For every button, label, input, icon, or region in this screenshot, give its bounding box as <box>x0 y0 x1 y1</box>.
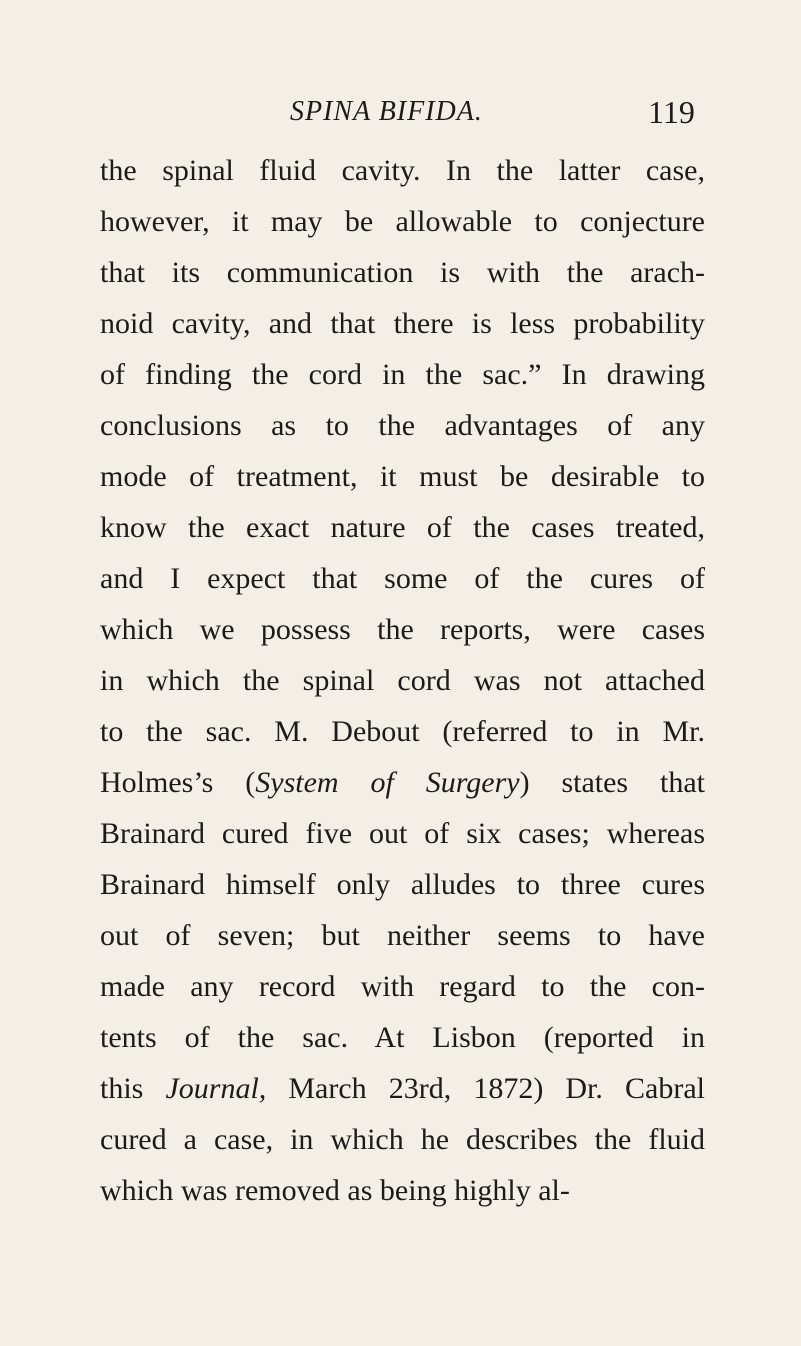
open-paren: ( <box>245 766 256 799</box>
journal-title-italic: Journal, <box>165 1072 267 1105</box>
text-line: which was removed as being highly al- <box>100 1174 570 1207</box>
text-line: out of seven; but neither seems to have <box>100 919 705 952</box>
text-line <box>100 1063 705 1114</box>
text-segment: System of Surgery <box>255 766 520 799</box>
text-line: Brainard himself only alludes to three cures <box>100 868 705 901</box>
text-line: which we possess the reports, were cases <box>100 613 705 646</box>
body-paragraph <box>100 145 705 1216</box>
book-title-italic <box>255 766 519 799</box>
text-line: know the exact nature of the cases treated, <box>100 511 705 544</box>
text-line: Brainard cured five out of six cases; whereas <box>100 817 705 850</box>
running-title: SPINA BIFIDA. <box>290 96 483 127</box>
text-line: the spinal fluid cavity. In the latter case, <box>100 154 705 187</box>
text-segment: Holmes’s <box>100 766 246 799</box>
text-segment: this <box>100 1072 166 1105</box>
text-line: tents of the sac. At Lisbon (reported in <box>100 1021 705 1054</box>
text-line: mode of treatment, it must be desirable to <box>100 460 705 493</box>
text-segment: March 23rd, 1872) Dr. Cabral <box>266 1072 705 1105</box>
page-number: 119 <box>648 94 695 130</box>
text-line: conclusions as to the advantages of any <box>100 409 705 442</box>
text-line: noid cavity, and that there is less probability <box>100 307 705 340</box>
text-segment: ) states that <box>519 766 705 799</box>
text-line: however, it may be allowable to conjecture <box>100 205 705 238</box>
running-head <box>0 92 801 132</box>
text-line: in which the spinal cord was not attached <box>100 664 705 697</box>
text-line: made any record with regard to the con- <box>100 970 705 1003</box>
text-line: of finding the cord in the sac.” In drawing <box>100 358 705 391</box>
text-line: cured a case, in which he describes the fluid <box>100 1123 705 1156</box>
text-line: and I expect that some of the cures of <box>100 562 705 595</box>
text-line <box>100 757 705 808</box>
text-line: that its communication is with the arach- <box>100 256 705 289</box>
text-line: to the sac. M. Debout (referred to in Mr. <box>100 715 705 748</box>
